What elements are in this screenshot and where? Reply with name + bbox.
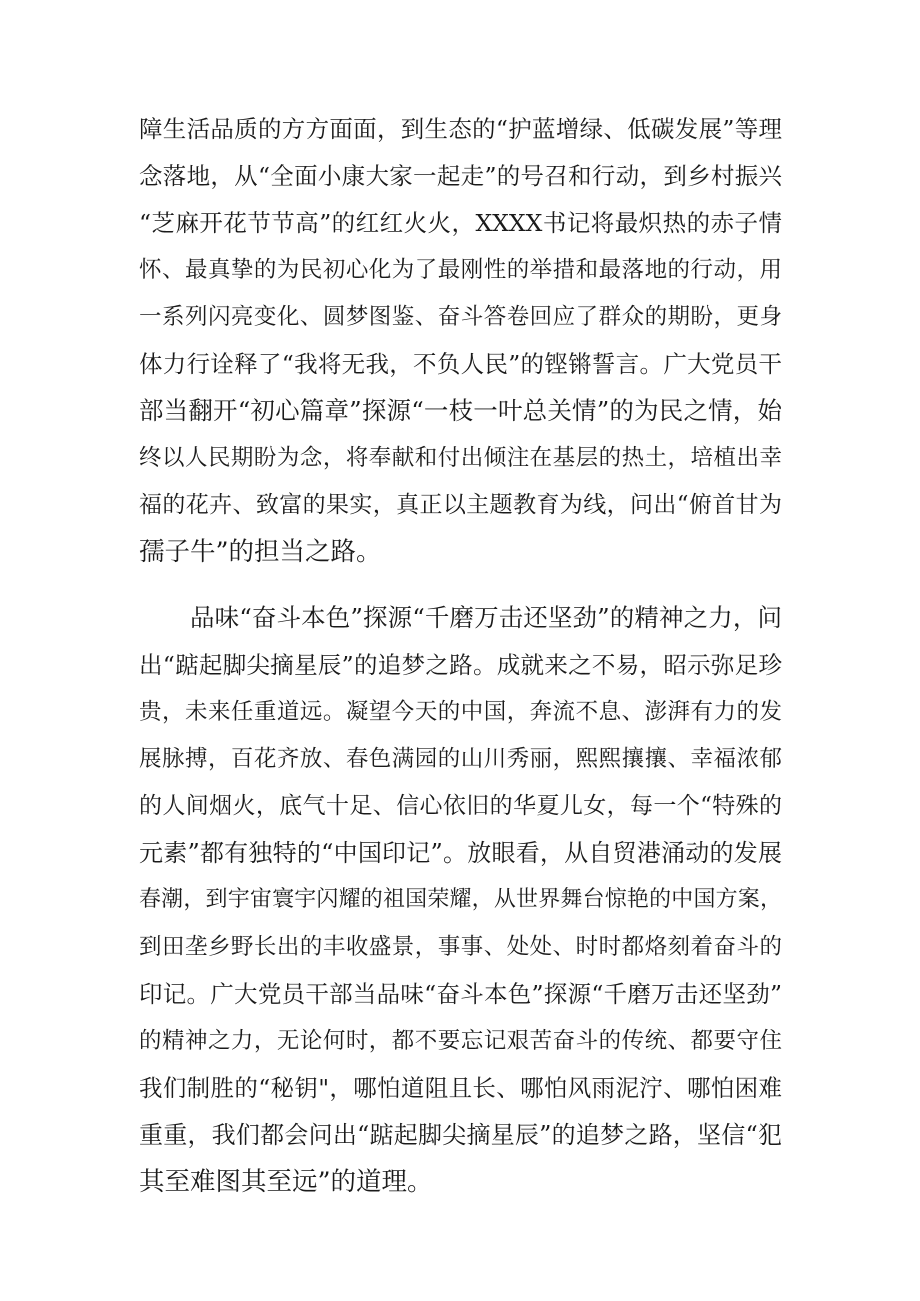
text-line: 终以人民期盼为念，将奉献和付出倾注在基层的热土，培植出幸 xyxy=(139,445,782,471)
text-line: 的精神之力，无论何时，都不要忘记艰苦奋斗的传统、都要守住 xyxy=(139,1028,782,1054)
text-line: 其至难图其至远”的道理。 xyxy=(139,1167,433,1197)
text-line: 体力行诠释了“我将无我，不负人民”的铿锵誓言。广大党员干 xyxy=(139,350,782,378)
text-line: 印记。广大党员干部当品味“奋斗本色”探源“千磨万击还坚劲” xyxy=(139,980,782,1008)
text-line: 展脉搏，百花齐放、春色满园的山川秀丽，熙熙攘攘、幸福浓郁 xyxy=(139,746,782,772)
text-line: 元素”都有独特的“中国印记”。放眼看，从自贸港涌动的发展 xyxy=(139,839,782,867)
text-line: “芝麻开花节节高”的红红火火，XXXX书记将最炽热的赤子情 xyxy=(139,209,782,237)
text-line: 春潮，到宇宙寰宇闪耀的祖国荣耀，从世界舞台惊艳的中国方案， xyxy=(139,887,782,912)
text-line: 出“踮起脚尖摘星辰”的追梦之路。成就来之不易，昭示弥足珍 xyxy=(139,651,782,679)
text-line: 一系列闪亮变化、圆梦图鉴、奋斗答卷回应了群众的期盼，更身 xyxy=(139,304,782,330)
text-line: 孺子牛”的担当之路。 xyxy=(139,537,382,567)
text-line: 贵，未来任重道远。凝望今天的中国，奔流不息、澎湃有力的发 xyxy=(139,699,782,725)
text-line: 到田垄乡野长出的丰收盛景，事事、处处、时时都烙刻着奋斗的 xyxy=(139,934,782,960)
text-line: 障生活品质的方方面面，到生态的“护蓝增绿、低碳发展”等理 xyxy=(139,115,782,143)
text-line: 重重，我们都会问出“踮起脚尖摘星辰”的追梦之路，坚信“犯 xyxy=(139,1121,782,1149)
text-line: 部当翻开“初心篇章”探源“一枝一叶总关情”的为民之情，始 xyxy=(139,396,782,425)
text-line: 福的花卉、致富的果实，真正以主题教育为线，问出“俯首甘为 xyxy=(139,492,782,518)
text-line: 的人间烟火，底气十足、信心依旧的华夏儿女，每一个“特殊的 xyxy=(139,793,782,819)
text-line: 念落地，从“全面小康大家一起走”的号召和行动，到乡村振兴 xyxy=(139,162,782,190)
text-line: 我们制胜的“秘钥"，哪怕道阻且长、哪怕风雨泥泞、哪怕困难 xyxy=(139,1074,782,1102)
text-line: 怀、最真挚的为民初心化为了最刚性的举措和最落地的行动，用 xyxy=(139,257,782,283)
text-line: 品味“奋斗本色”探源“千磨万击还坚劲”的精神之力，问 xyxy=(190,603,782,632)
